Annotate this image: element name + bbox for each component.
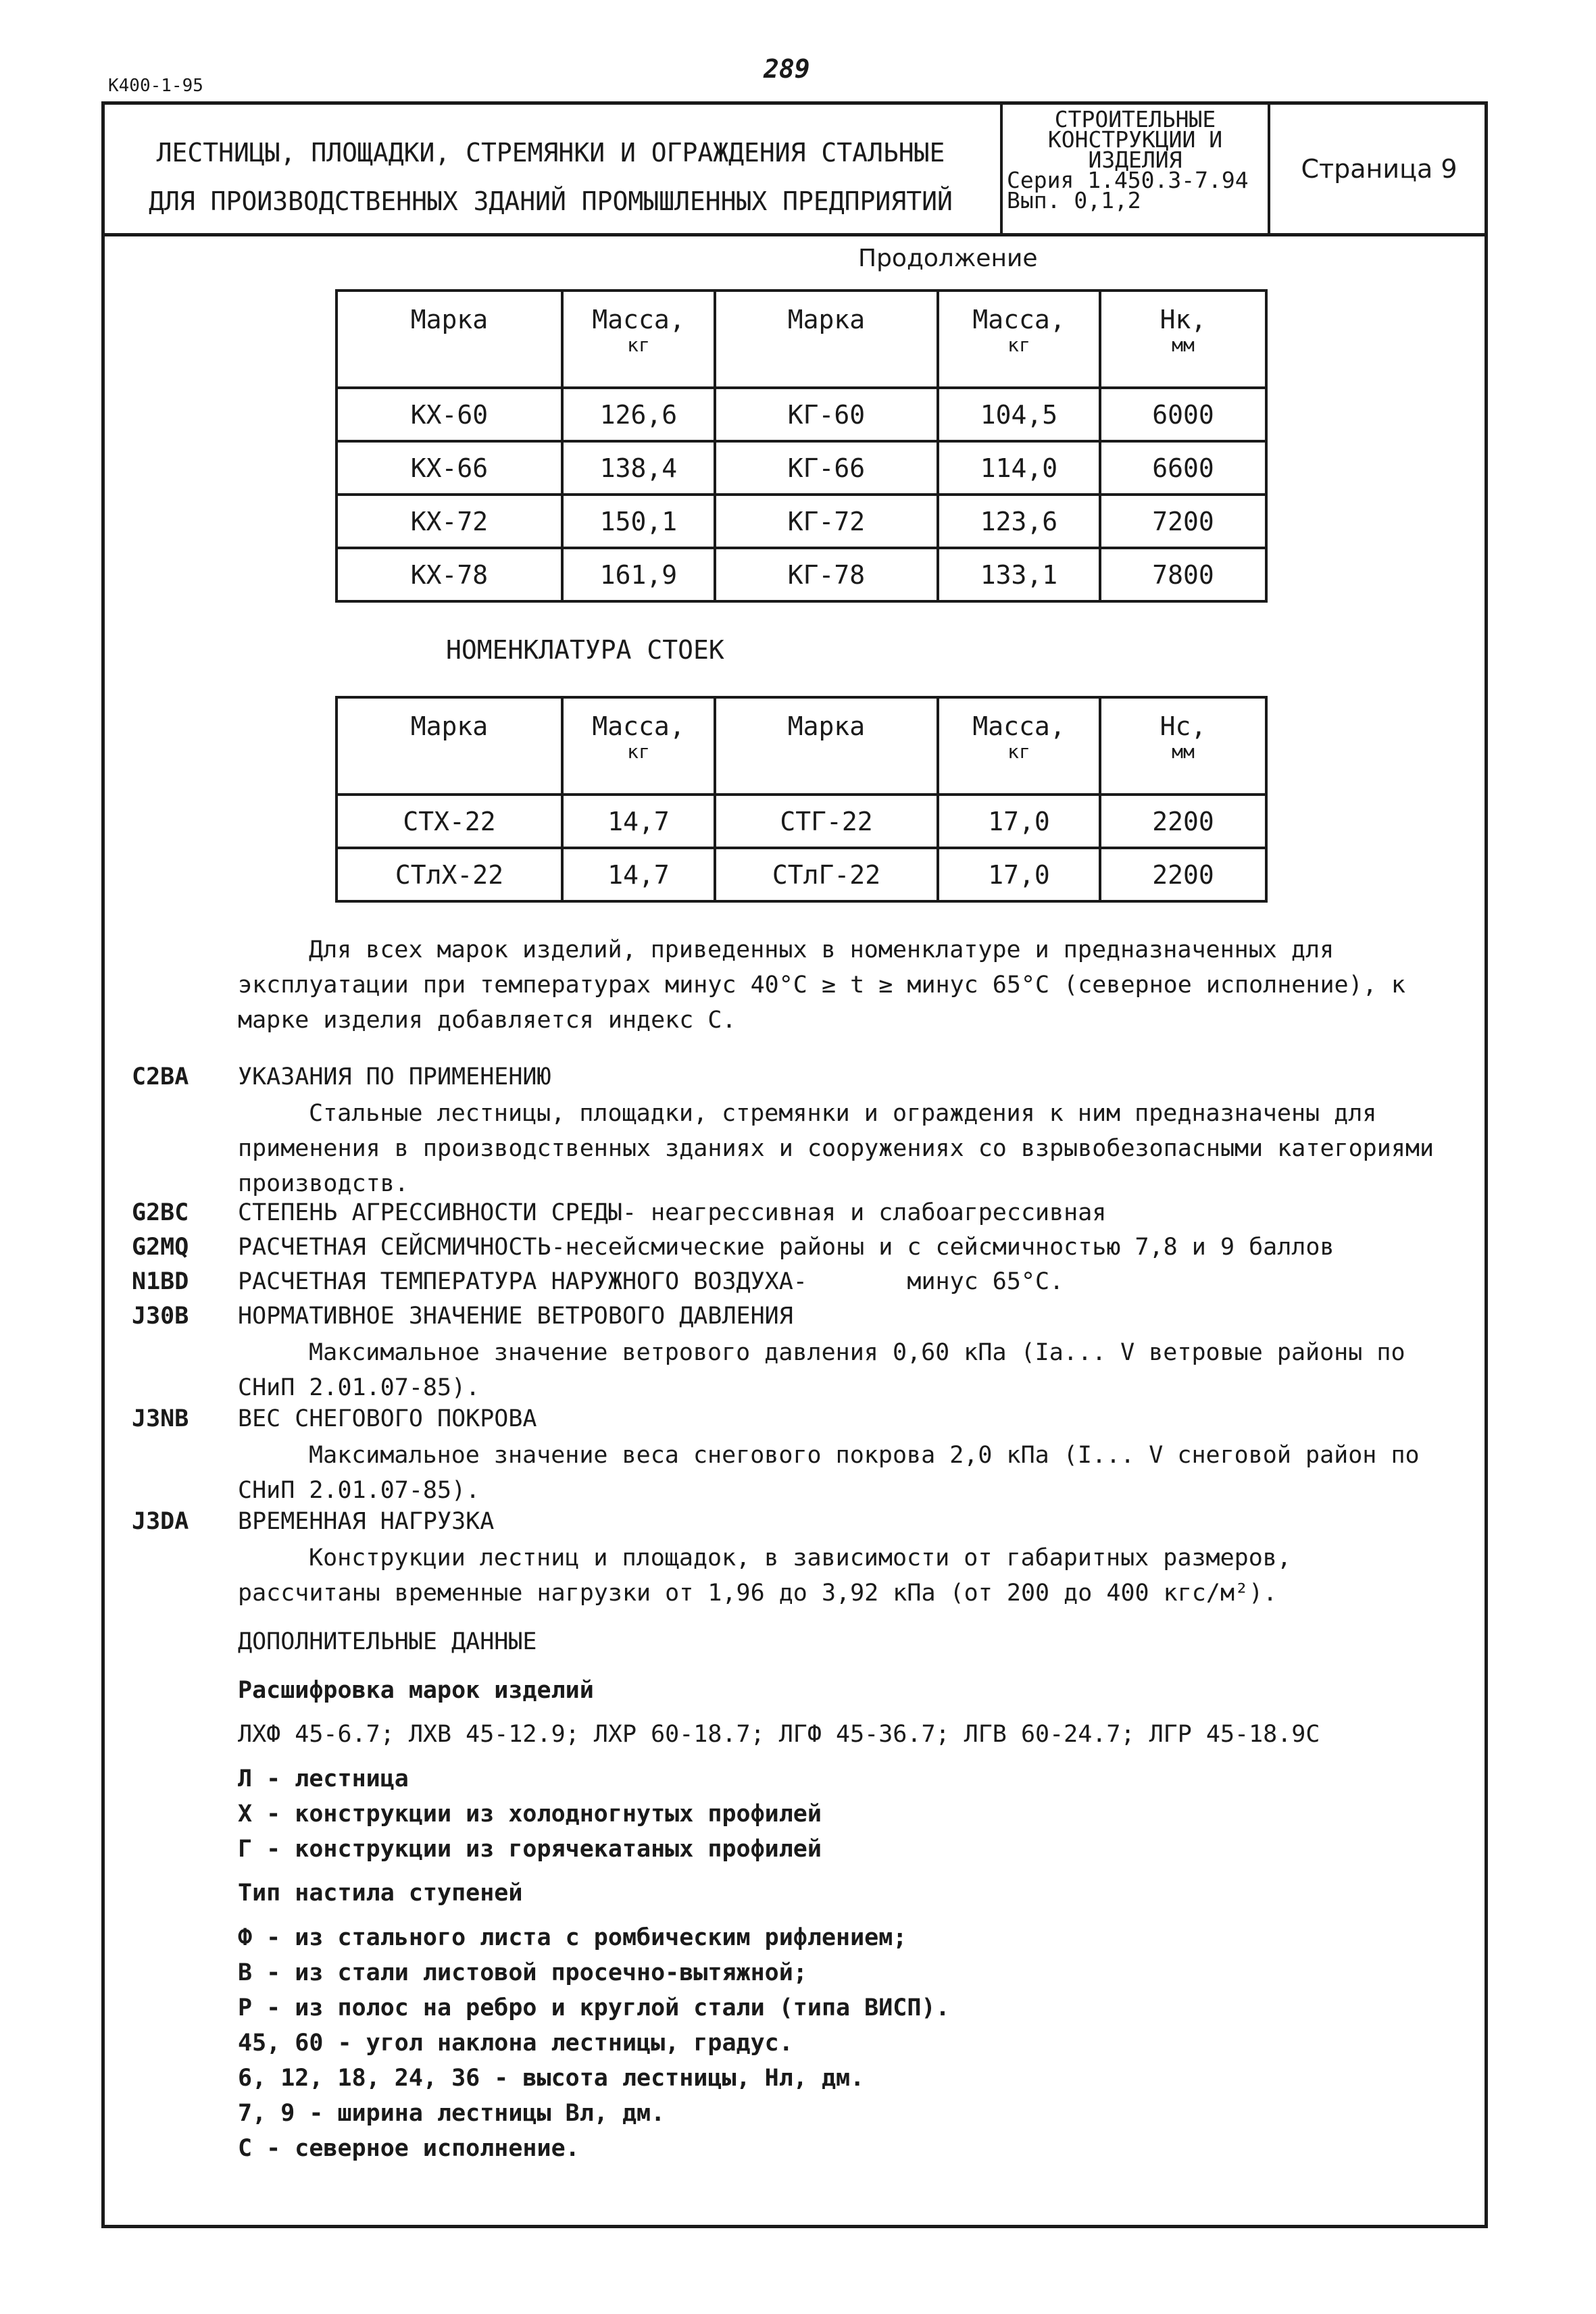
table-cell: 7200 [1100, 495, 1266, 548]
series-issue: Вып. 0,1,2 [1007, 187, 1141, 213]
series-number: Серия 1.450.3-7.94 [1007, 167, 1249, 193]
document-code: К400-1-95 [108, 76, 203, 96]
table-row [336, 495, 1266, 548]
page-label: Страница 9 [1301, 154, 1457, 184]
header-text: Нс, [1159, 711, 1207, 741]
section-code: J3NB [132, 1405, 189, 1432]
table-cell: 123,6 [938, 495, 1100, 548]
header-cell [1100, 697, 1266, 795]
title-line-2: ДЛЯ ПРОИЗВОДСТВЕННЫХ ЗДАНИЙ ПРОМЫШЛЕННЫХ ПРЕДПРИЯТИЙ [149, 186, 953, 216]
header-text: мм [1172, 740, 1195, 763]
series-line-2: КОНСТРУКЦИИ И [1047, 126, 1223, 153]
series-line-3: ИЗДЕЛИЯ [1088, 147, 1182, 173]
table-cell: КГ-72 [715, 495, 938, 548]
section-heading: НОРМАТИВНОЕ ЗНАЧЕНИЕ ВЕТРОВОГО ДАВЛЕНИЯ [238, 1303, 793, 1330]
section-heading: РАСЧЕТНАЯ СЕЙСМИЧНОСТЬ-несейсмические районы и с сейсмичностью 7,8 и 9 баллов [238, 1234, 1335, 1261]
section-text: Стальные лестницы, площадки, стремянки и ограждения к ним предназначены для применения в производственных зданиях и сооружениях со взрывобезопасными категориями производств. [238, 1100, 1435, 1197]
table-cell: КХ-72 [336, 495, 562, 548]
header-text: мм [1172, 334, 1195, 356]
header-text: кг [627, 740, 650, 763]
header-text: Марка [787, 711, 866, 741]
table-cell: 2200 [1100, 795, 1266, 848]
table-row [336, 388, 1266, 441]
document-title [101, 128, 1000, 230]
legend-item: 7, 9 - ширина лестницы Вл, дм. [238, 2100, 666, 2127]
header-cell [938, 697, 1100, 795]
table-row [336, 848, 1266, 901]
legend-item: Г - конструкции из горячекатаных профилей [238, 1836, 822, 1863]
header-cell [1100, 291, 1266, 388]
table-cell: 14,7 [562, 795, 715, 848]
table-cell: СТлХ-22 [336, 848, 562, 901]
section-code: C2BA [132, 1063, 189, 1090]
table-cell: КХ-78 [336, 548, 562, 601]
header-cell [562, 697, 715, 795]
section-heading: РАСЧЕТНАЯ ТЕМПЕРАТУРА НАРУЖНОГО ВОЗДУХА- минус 65°С. [238, 1268, 1064, 1295]
table-ladders [335, 289, 1268, 603]
header-text: Масса, [592, 305, 685, 334]
header-cell [715, 291, 938, 388]
table-row [336, 441, 1266, 495]
header-cell [336, 697, 562, 795]
series-info [1007, 106, 1264, 213]
header-text: кг [627, 334, 650, 356]
tread-title: Тип настила ступеней [238, 1880, 523, 1907]
legend-item: 45, 60 - угол наклона лестницы, градус. [238, 2030, 793, 2057]
legend-item: С - северное исполнение. [238, 2135, 580, 2162]
legend-item: Р - из полос на ребро и круглой стали (типа ВИСП). [238, 1994, 950, 2021]
header-text: Нк, [1159, 305, 1207, 334]
section-heading: ВЕС СНЕГОВОГО ПОКРОВА [238, 1405, 537, 1432]
table-cell: КХ-60 [336, 388, 562, 441]
table-cell: 138,4 [562, 441, 715, 495]
table-cell: 6000 [1100, 388, 1266, 441]
table-cell: 2200 [1100, 848, 1266, 901]
table-cell: 133,1 [938, 548, 1100, 601]
section-heading: ВРЕМЕННАЯ НАГРУЗКА [238, 1508, 495, 1535]
section-code: N1BD [132, 1268, 189, 1295]
table-cell: 114,0 [938, 441, 1100, 495]
legend-item: Л - лестница [238, 1765, 409, 1792]
extra-heading: ДОПОЛНИТЕЛЬНЫЕ ДАННЫЕ [238, 1628, 537, 1655]
header-text: Марка [410, 711, 489, 741]
table-posts [335, 696, 1268, 903]
table-cell: СТХ-22 [336, 795, 562, 848]
legend-item: Ф - из стального листа с ромбическим рифлением; [238, 1924, 907, 1951]
table-cell: 14,7 [562, 848, 715, 901]
header-text: Масса, [592, 711, 685, 741]
mark-examples: ЛХФ 45-6.7; ЛХВ 45-12.9; ЛХР 60-18.7; ЛГФ 45-36.7; ЛГВ 60-24.7; ЛГР 45-18.9С [238, 1721, 1320, 1748]
nomenclature-title: НОМЕНКЛАТУРА СТОЕК [446, 635, 724, 665]
table-row [336, 795, 1266, 848]
section-text: Максимальное значение веса снегового покрова 2,0 кПа (I... V снеговой район по СНиП 2.01.07-85). [238, 1442, 1420, 1504]
header-text: кг [1007, 740, 1030, 763]
table-cell: 104,5 [938, 388, 1100, 441]
legend-item: Х - конструкции из холодногнутых профилей [238, 1801, 822, 1828]
header-text: Марка [787, 305, 866, 334]
section-code: J30B [132, 1303, 189, 1330]
header-text: Марка [410, 305, 489, 334]
table-cell: 7800 [1100, 548, 1266, 601]
table-cell: СТлГ-22 [715, 848, 938, 901]
table-cell: КГ-78 [715, 548, 938, 601]
header-text: Масса, [972, 305, 1066, 334]
table-header-row [336, 697, 1266, 795]
section-code: G2BC [132, 1199, 189, 1226]
table-cell: СТГ-22 [715, 795, 938, 848]
section-text: Конструкции лестниц и площадок, в зависимости от габаритных размеров, рассчитаны временные нагрузки от 1,96 до 3,92 кПа (от 200 до 400 кгс/м²). [238, 1544, 1291, 1607]
header-cell [715, 697, 938, 795]
table-cell: КГ-66 [715, 441, 938, 495]
note-paragraph: Для всех марок изделий, приведенных в номенклатуре и предназначенных для эксплуатации при температурах минус 40°C ≥ t ≥ минус 65°C (северное исполнение), к марке изделия добавляется индекс С. [238, 936, 1405, 1034]
table-cell: КХ-66 [336, 441, 562, 495]
series-line-1: СТРОИТЕЛЬНЫЕ [1054, 106, 1216, 132]
table-cell: 126,6 [562, 388, 715, 441]
header-cell [938, 291, 1100, 388]
table-cell: 17,0 [938, 795, 1100, 848]
header-text: кг [1007, 334, 1030, 356]
table-header-row [336, 291, 1266, 388]
legend-item: 6, 12, 18, 24, 36 - высота лестницы, Нл, дм. [238, 2065, 865, 2092]
table-cell: КГ-60 [715, 388, 938, 441]
section-heading: УКАЗАНИЯ ПО ПРИМЕНЕНИЮ [238, 1063, 551, 1090]
section-text: Максимальное значение ветрового давления 0,60 кПа (Iа... V ветровые районы по СНиП 2.01.07-85). [238, 1339, 1405, 1401]
header-cell [562, 291, 715, 388]
section-code: G2MQ [132, 1234, 189, 1261]
continuation-label: Продолжение [858, 245, 1038, 272]
decode-title: Расшифровка марок изделий [238, 1677, 594, 1704]
table-cell: 150,1 [562, 495, 715, 548]
table-cell: 161,9 [562, 548, 715, 601]
header-cell [336, 291, 562, 388]
section-heading: СТЕПЕНЬ АГРЕССИВНОСТИ СРЕДЫ- неагрессивная и слабоагрессивная [238, 1199, 1107, 1226]
legend-item: В - из стали листовой просечно-вытяжной; [238, 1959, 807, 1986]
table-row [336, 548, 1266, 601]
header-text: Масса, [972, 711, 1066, 741]
table-cell: 6600 [1100, 441, 1266, 495]
title-line-1: ЛЕСТНИЦЫ, ПЛОЩАДКИ, СТРЕМЯНКИ И ОГРАЖДЕНИЯ СТАЛЬНЫЕ [156, 138, 945, 168]
table-cell: 17,0 [938, 848, 1100, 901]
page-number: 289 [764, 54, 810, 84]
section-code: J3DA [132, 1508, 189, 1535]
